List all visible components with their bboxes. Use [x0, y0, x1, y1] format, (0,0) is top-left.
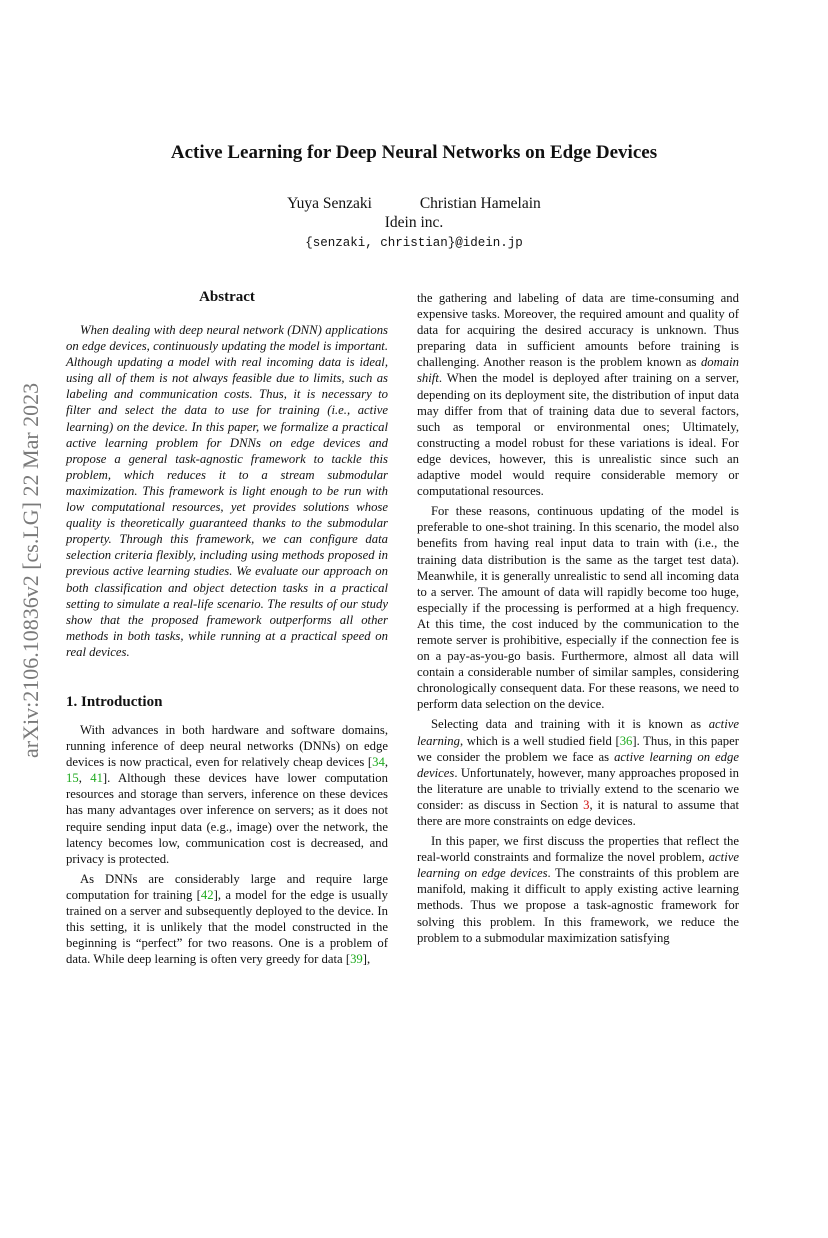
author-name: Christian Hamelain	[419, 195, 541, 212]
section-heading-introduction: 1. Introduction	[66, 694, 163, 710]
paper-title: Active Learning for Deep Neural Networks on Edge Devices	[170, 142, 658, 163]
affiliation: Idein inc.	[384, 214, 444, 231]
right-column	[417, 290, 739, 950]
paragraph: In this paper, we first discuss the properties that reflect the real-world constraints and formalize the novel problem, active learning on edge devices. The constraints of this problem are manifold, making it difficult to apply existing active learning methods. Thus we propose a task-agnostic framework for solving this problem. In this framework, we reduce the problem to a submodular maximization satisfying	[417, 834, 739, 945]
paragraph: With advances in both hardware and software domains, running inference of deep neural networks (DNNs) on edge devices is now practical, even for relatively cheap devices [34, 15, 41]. Although these devices have lower computation resources and storage than servers, inference on these devices has many advantages over inference on servers; as it does not require sending input data (e.g., image) over the network, the latency becomes low, communication cost is decreased, and privacy is protected.	[66, 723, 388, 866]
abstract-heading: Abstract	[199, 289, 255, 305]
paragraph: For these reasons, continuous updating of the model is preferable to one-shot training. In this scenario, the model also benefits from having real input data to train with (i.e., the training data distribution is the same as the target test data). Meanwhile, it is generally unrealistic to send all incoming data to a server. The amount of data will rapidly become too huge, especially if the processing is performed at a high frequency. At this time, the cost induced by the communication to the remote server is prohibitive, especially if the connection fee is on a pay-as-you-go basis. Furthermore, almost all data will contain a considerable number of similar samples, considering chronologically consequent data. For these reasons, we need to perform data selection on the device.	[417, 504, 739, 712]
paragraph: Selecting data and training with it is known as active learning, which is a well studied field [36]. Thus, in this paper we consider the problem we face as active learning on edge devices. Unfortunately, however, many approaches proposed in the literature are unable to trivially extend to the scenario we consider: as discuss in Section 3, it is natural to assume that there are more constraints on edge devices.	[417, 717, 739, 828]
introduction-left-column	[66, 722, 388, 971]
section-reference-link[interactable]: 3	[583, 797, 590, 812]
abstract-body	[66, 322, 388, 664]
author-list	[0, 195, 828, 213]
arxiv-stamp-container	[18, 382, 48, 1238]
abstract-text: When dealing with deep neural network (DNN) applications on edge devices, continuously updating the model is important. Although updating a model with real incoming data is ideal, using all of them is not always feasible due to limits, such as labeling and communication costs. Thus, it is necessary to filter and select the data to use for training (i.e., active learning) on the device. In this paper, we formalize a practical active learning problem for DNNs on edge devices and propose a general task-agnostic framework to tackle this problem, which reduces it to a stream submodular maximization. This framework is light enough to be run with low computational resources, yet provides solutions whose quality is theoretically guaranteed thanks to the submodular property. Through this framework, we can configure data selection criteria flexibly, including using methods proposed in previous active learning studies. We evaluate our approach on both classification and object detection tasks in a practical setting to simulate a real-life scenario. The results of our study show that the proposed framework outperforms all other methods in both tasks, while running at a practical speed on real devices.	[66, 323, 388, 659]
citation-link[interactable]: 41	[90, 771, 103, 786]
citation-link[interactable]: 34	[372, 755, 385, 770]
author-name: Yuya Senzaki	[287, 195, 372, 212]
citation-link[interactable]: 39	[350, 952, 363, 967]
author-email: {senzaki, christian}@idein.jp	[305, 236, 523, 250]
citation-link[interactable]: 42	[200, 887, 214, 902]
arxiv-stamp: arXiv:2106.10836v2 [cs.LG] 22 Mar 2023	[18, 382, 43, 758]
paragraph: the gathering and labeling of data are time-consuming and expensive tasks. Moreover, the required amount and quality of data for acquiring the desired accuracy is unknown. Thus preparing data in sufficient amounts before training is challenging. Another reason is the problem known as domain shift. When the model is deployed after training on a server, depending on its deployment site, the distribution of input data may differ from that of training data due to several factors, such as temporal or environmental ones; Ultimately, constructing a model robust for these variations is ideal. For edge devices, however, this is unrealistic since such an adaptive model would require considerable memory or computational resources.	[417, 291, 739, 499]
paragraph: As DNNs are considerably large and require large computation for training [42], a model for the edge is usually trained on a server and subsequently deployed to the device. In this setting, it is unlikely that the model constructed in the beginning is “perfect” for two reasons. One is a problem of data. While deep learning is often very greedy for data [39],	[66, 871, 388, 967]
citation-link[interactable]: 15	[66, 771, 79, 786]
citation-link[interactable]: 36	[619, 733, 633, 748]
